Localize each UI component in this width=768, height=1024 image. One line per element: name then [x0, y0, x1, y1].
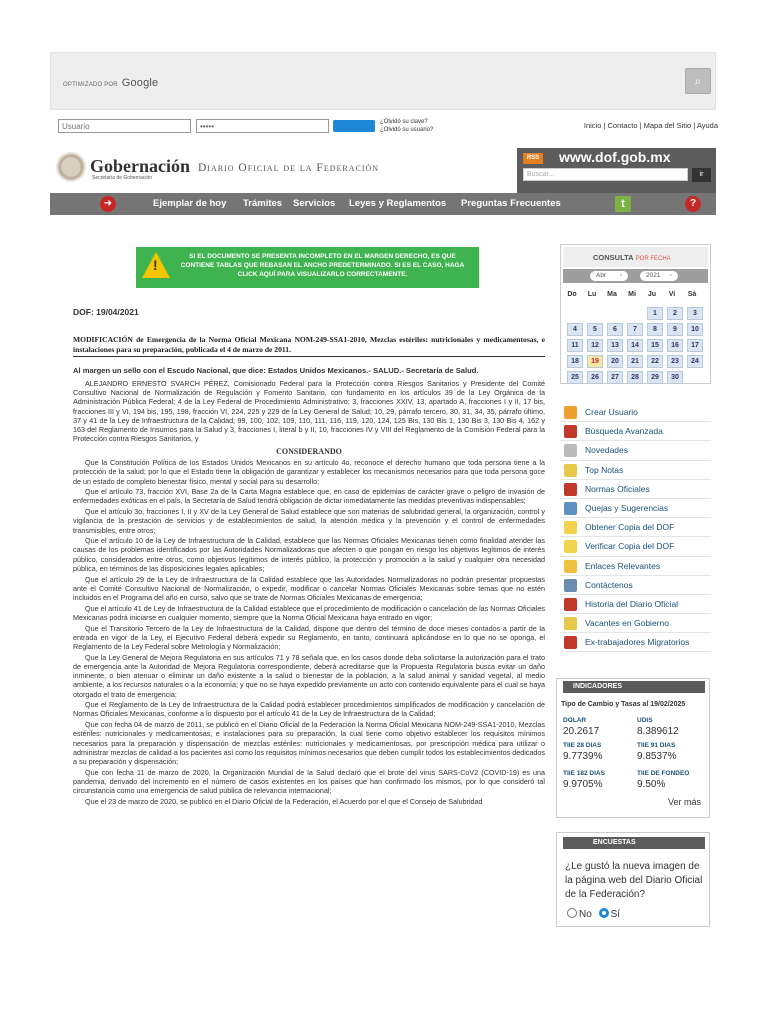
article-paragraph: Que el Reglamento de la Ley de Infraestructura de la Calidad podrá establecer procedimientos simplificados de modificación y cancelación de Normas Oficiales Mexicanas, conforme a lo dispuesto por el artículo 41 de la Ley de Infraestructura de la Calidad;	[73, 700, 545, 719]
article-paragraph: Que la Constitución Política de los Estados Unidos Mexicanos en su artículo 4o, reconoce el derecho humano que toda persona tiene a la protección de la salud; por lo que el Estado tiene la obligación de garantizar y establecer los mecanismos necesarios para que toda persona goce de un estado de completo bienestar físico, mental y social para su desarrollo;	[73, 458, 545, 486]
quick-link[interactable]	[560, 537, 711, 556]
quick-link-label: Verificar Copia del DOF	[585, 541, 675, 552]
star-icon	[564, 560, 577, 573]
nom-icon	[564, 483, 577, 496]
calendar-day[interactable]: 14	[627, 339, 643, 352]
calendar-day[interactable]: 16	[667, 339, 683, 352]
quick-link[interactable]	[560, 633, 711, 652]
radio-no[interactable]	[567, 908, 577, 918]
star-icon	[564, 464, 577, 477]
forgot-username-link[interactable]: ¿Olvidó su usuario?	[380, 127, 434, 133]
title-divider	[73, 356, 545, 357]
survey-widget	[556, 832, 710, 927]
calendar-day[interactable]: 22	[647, 355, 663, 368]
main-nav	[50, 193, 716, 215]
option-yes-label: Sí	[610, 909, 621, 920]
news-icon	[564, 444, 577, 457]
indicator-value: 9.7739%	[563, 751, 603, 762]
weekday-header: Sá	[687, 291, 697, 298]
quick-link[interactable]	[560, 480, 711, 499]
username-field[interactable]	[58, 119, 191, 133]
document-check-icon	[564, 540, 577, 553]
calendar-tab	[563, 247, 708, 267]
survey-title: ENCUESTAS	[563, 837, 705, 849]
contact-icon	[564, 579, 577, 592]
calendar-widget	[560, 244, 711, 384]
nav-preguntas[interactable]: Preguntas Frecuentes	[461, 198, 561, 209]
quick-link[interactable]	[560, 422, 711, 441]
quick-links	[560, 403, 711, 652]
calendar-day[interactable]: 3	[687, 307, 703, 320]
quick-link-label: Top Notas	[585, 464, 624, 475]
calendar-day[interactable]: 27	[607, 371, 623, 384]
article-paragraph: Que el artículo 10 de la Ley de Infraestructura de la Calidad, establece que las Normas Oficiales Mexicanas tienen como finalidad atender las causas de los problemas identificados por las Autoridades Normalizadoras que afecten o que pongan en riesgo los objetivos legítimos de interés público, considerados entre otros, como objetivos legítimos de interés público, la protección y promoción a la salud y cualquier otra necesidad pública, en términos de las disposiciones legales aplicables;	[73, 536, 545, 573]
warning-text: SI EL DOCUMENTO SE PRESENTA INCOMPLETO EN EL MARGEN DERECHO, ES QUE CONTIENE TABLAS QUE REBASAN EL ANCHO PREDETERMINADO. SI ES EL CASO, HAGA CLICK AQUÍ PARA VISUALIZARLO CORRECTAMENTE.	[180, 253, 465, 278]
login-row	[58, 118, 718, 138]
article-paragraph: Que el Transitorio Tercero de la Ley de Infraestructura de la Calidad, dispone que dentro del término de doce meses contados a partir de la entrada en vigor de la Ley, el Ejecutivo Federal deberá expedir su Reglamento, en tanto, continuará aplicándose en lo que no se oponga, el Reglamento de la Ley Federal sobre Metrología y Normalización;	[73, 623, 545, 651]
chevron-down-icon: ◦	[669, 272, 672, 279]
nav-tramites[interactable]: Trámites	[243, 198, 283, 209]
password-field[interactable]	[196, 119, 329, 133]
quick-link[interactable]	[560, 614, 711, 633]
gobernacion-title[interactable]: Gobernación	[90, 156, 191, 176]
calendar-day[interactable]: 11	[567, 339, 583, 352]
top-links[interactable]: Inicio | Contacto | Mapa del Sitio | Ayuda	[583, 121, 718, 130]
quick-link-label: Novedades	[585, 445, 629, 456]
weekday-header: Ma	[607, 291, 617, 298]
gobernacion-subtitle: Secretaría de Gobernación	[92, 175, 153, 181]
quick-link[interactable]	[560, 518, 711, 537]
calendar-day[interactable]: 24	[687, 355, 703, 368]
article-paragraph: Que la Ley General de Mejora Regulatoria en sus artículos 71 y 78 señala que, en los casos donde deba solicitarse la autorización para el trato de emergencia ante la Autoridad de Mejora Regulatoria correspondiente, deberá acreditarse que la Propuesta Regulatoria busca evitar un daño inminente, o bien atenuar o eliminar un daño existente a la salud o bienestar de la población, a la salud animal y sanidad vegetal, al medio ambiente, a los recursos naturales o a la economía; y que no se haya expedido previamente un acto con contenido equivalente para el cual se haya otorgado el trato de emergencia;	[73, 652, 545, 699]
user-icon	[564, 406, 577, 419]
weekday-header: Lu	[587, 291, 597, 298]
forgot-links	[380, 118, 433, 134]
quick-link-label: Contáctenos	[585, 579, 633, 590]
quick-link-label: Vacantes en Gobierno	[585, 618, 669, 629]
document-icon	[564, 521, 577, 534]
indicator-label: TIIE 91 DIAS	[637, 742, 676, 749]
quick-link[interactable]	[560, 461, 711, 480]
calendar-day[interactable]: 28	[627, 371, 643, 384]
rss-icon[interactable]: RSS	[523, 153, 543, 164]
quick-link-label: Ex-trabajadores Migratorios	[585, 637, 690, 648]
calendar-day[interactable]: 30	[667, 371, 683, 384]
quick-link[interactable]	[560, 403, 711, 422]
indicator-value: 20.2617	[563, 726, 600, 737]
quick-link-label: Historia del Diario Oficial	[585, 598, 679, 609]
search-button[interactable]	[685, 68, 711, 94]
intro-paragraph: ALEJANDRO ERNESTO SVARCH PÉREZ, Comisionado Federal para la Protección contra Riesgos Sanitarios y Presidente del Comité Consultivo Nacional de Normalización de Regulación y Fomento Sanitario, con fundamento en los artículos 39 de la Ley Orgánica de la Administración Pública Federal; 4 de la Ley Federal de Procedimiento Administrativo; 3, fracciones XXIV, 13, apartado A, fracciones I y II, 17 bis, fracciones III y VI, 194 bis, 195, 198, fracción VI, 224, 225 y 229 de la Ley General de Salud; 10, 29, párrafo tercero, 30, 31, 34, 35, párrafo último, 37 y 41 de la Ley de Infraestructura de la Calidad; 99, 100, 102, 109, 110, 111, 116, 119, 120, 124, 125 Bis, 130 Bis 1, 130 Bis 3, 130 Bis 4, 162 y 163 del Reglamento de Insumos para la Salud y 3, fracciones I, literal b y II, 10, fracciones IV y VIII del Reglamento de la Comisión Federal para la Protección contra Riesgos Sanitarios, y	[73, 379, 545, 444]
calendar-day[interactable]: 1	[647, 307, 663, 320]
article-paragraph: Que con fecha 11 de marzo de 2020, la Organización Mundial de la Salud declaró que el brote del virus SARS-CoV2 (COVID-19) es una pandemia, derivado del incremento en el número de casos existentes en los países que han confirmado los mismos, por lo que consideró tal circunstancia como una emergencia de salud pública de relevancia internacional;	[73, 767, 545, 796]
help-icon[interactable]: ?	[685, 196, 701, 212]
calendar-day[interactable]: 2	[667, 307, 683, 320]
calendar-day[interactable]: 13	[607, 339, 623, 352]
article-paragraph: Que el 23 de marzo de 2020, se publicó en el Diario Oficial de la Federación, el Acuerdo por el que el Consejo de Salubridad	[85, 796, 483, 806]
quick-link-label: Normas Oficiales	[585, 483, 650, 494]
back-arrow-icon[interactable]: ➜	[100, 196, 116, 212]
chevron-down-icon: ◦	[619, 272, 622, 279]
article-paragraph: Que el artículo 41 de Ley de Infraestructura de la Calidad establece que el procedimiento de modificación o cancelación de las Normas Oficiales Mexicanas podrá iniciarse en cualquier momento, siempre que la Norma Oficial Mexicana haya entrado en vigor;	[73, 603, 545, 622]
calendar-day[interactable]: 18	[567, 355, 583, 368]
nav-leyes[interactable]: Leyes y Reglamentos	[349, 198, 447, 209]
indicator-value: 9.50%	[637, 779, 666, 790]
mailbox-icon	[564, 502, 577, 515]
weekday-header: Vi	[668, 291, 676, 298]
quick-link-label: Obtener Copia del DOF	[585, 522, 675, 533]
nav-servicios[interactable]: Servicios	[293, 198, 336, 209]
google-brand: Google	[121, 77, 159, 89]
search-icon	[564, 425, 577, 438]
search-icon: ⌕	[694, 74, 702, 88]
quick-link-label: Búsqueda Avanzada	[585, 426, 663, 437]
weekday-header: Mi	[628, 291, 636, 298]
calendar-day[interactable]: 29	[647, 371, 663, 384]
year-value: 2021	[646, 272, 661, 279]
incomplete-document-warning[interactable]	[136, 247, 479, 288]
article-title-text: MODIFICACIÓN de Emergencia de la Norma Oficial Mexicana NOM-249-SSA1-2010, Mezclas estériles: nutricionales y medicamentosas, e instalaciones para su preparación, publicada el 4 de marzo de 2011.	[73, 335, 545, 354]
forgot-password-link[interactable]: ¿Olvidó su clave?	[380, 119, 428, 125]
weekday-header: Ju	[647, 291, 657, 298]
site-search-input[interactable]: Buscar...	[523, 168, 688, 181]
calendar-title	[593, 253, 671, 262]
indicator-label: DOLAR	[563, 717, 587, 724]
calendar-day[interactable]: 19	[587, 355, 603, 368]
etm-icon	[564, 636, 577, 649]
weekday-header: Do	[567, 291, 577, 298]
considerando-heading: CONSIDERANDO	[276, 447, 342, 457]
article-paragraph: Que el artículo 73, fracción XVI, Base 2a de la Carta Magna establece que, en caso de epidemias de carácter grave o peligro de invasión de enfermedades exóticas en el país, la Secretaría de Salud tendrá obligación de dictar inmediatamente las medidas preventivas indispensables;	[73, 487, 545, 506]
article-body	[73, 379, 545, 807]
powered-by	[63, 77, 158, 89]
consulta-label: CONSULTA	[593, 253, 634, 262]
survey-question: ¿Le gustó la nueva imagen de la página web del Diario Oficial de la Federación?	[565, 861, 703, 900]
radio-yes[interactable]	[599, 908, 609, 918]
calendar-day[interactable]: 25	[567, 371, 583, 384]
quick-link-label: Quejas y Sugerencias	[585, 502, 669, 513]
calendar-day[interactable]: 20	[607, 355, 623, 368]
national-seal-icon	[56, 152, 86, 182]
article-paragraph: Que el artículo 29 de la Ley de Infraestructura de la Calidad establece que las Autoridades Normalizadoras no podrán presentar propuestas ante el Comité Consultivo Nacional de Normalización, o expedir, modificar o cancelar Normas Oficiales Mexicanas sobre temas que no estén incluidos en el Programa del año en curso, salvo que se trate de Normas Oficiales Mexicanas de emergencia;	[73, 574, 545, 602]
article-paragraph: Que el artículo 3o, fracciones I, II y XV de la Ley General de Salud establece que son materias de salubridad general, la organización, control y vigilancia de la prestación de servicios y de establecimientos de salud, la atención médica y la prevención y el control de enfermedades transmisibles, entre otros;	[73, 507, 545, 535]
indicator-label: TIIE 182 DIAS	[563, 770, 605, 777]
quick-link[interactable]	[560, 576, 711, 595]
quick-link[interactable]	[560, 499, 711, 518]
indicator-value: 9.8537%	[637, 751, 677, 762]
indicator-label: TIIE DE FONDEO	[637, 770, 690, 777]
article-paragraph: Que con fecha 04 de marzo de 2011, se publicó en el Diario Oficial de la Federación la Norma Oficial Mexicana NOM-249-SSA1-2010, Mezclas estériles: nutricionales y medicamentosas, e instalaciones para su preparación, la cual tiene como objetivo establecer los requisitos mínimos necesarios para la preparación y dispensación de mezclas estériles: nutricionales y medicamentosas, por prescripción médica para utilizar o administrar mezclas de calidad a los pacientes así como los requisitos mínimos necesarios que deben cumplir todos los establecimientos dedicados a su preparación y dispensación;	[73, 720, 545, 766]
powered-prefix: OPTIMIZADO POR	[63, 82, 118, 88]
calendar-day[interactable]: 12	[587, 339, 603, 352]
indicator-value: 8.389612	[637, 726, 679, 737]
year-select[interactable]	[640, 271, 678, 281]
calendar-day[interactable]: 17	[687, 339, 703, 352]
calendar-day[interactable]: 9	[667, 323, 683, 336]
calendar-day[interactable]: 4	[567, 323, 583, 336]
dof-date: DOF: 19/04/2021	[73, 307, 139, 317]
indicators-widget	[556, 678, 710, 818]
dof-title[interactable]: Diario Oficial de la Federación	[198, 162, 380, 174]
site-url: www.dof.gob.mx	[559, 149, 671, 165]
indicator-label: UDIS	[637, 717, 653, 724]
quick-link[interactable]	[560, 441, 711, 460]
login-button[interactable]	[333, 120, 375, 132]
quick-link-label: Enlaces Relevantes	[585, 560, 661, 571]
indicator-value: 9.9705%	[563, 779, 603, 790]
quick-link[interactable]	[560, 595, 711, 614]
calendar-day[interactable]: 5	[587, 323, 603, 336]
calendar-day[interactable]: 15	[647, 339, 663, 352]
see-more-link[interactable]: Ver más	[667, 797, 701, 807]
calendar-day[interactable]: 6	[607, 323, 623, 336]
indicators-title: INDICADORES	[563, 681, 705, 693]
seal-line: Al margen un sello con el Escudo Nacional, que dice: Estados Unidos Mexicanos.- SALUD.- Secretaría de Salud.	[73, 366, 479, 375]
quick-link-label: Crear Usuario	[585, 407, 638, 417]
calendar-selectors	[563, 269, 708, 283]
header-site-panel	[517, 148, 716, 193]
month-select[interactable]	[590, 271, 628, 281]
por-fecha-label: POR FECHA	[635, 256, 671, 262]
warning-exclamation: !	[153, 257, 158, 273]
nav-ejemplar-hoy[interactable]: Ejemplar de hoy	[153, 198, 227, 209]
paragraph-list	[73, 458, 545, 806]
calendar-day[interactable]: 26	[587, 371, 603, 384]
calendar-day[interactable]: 23	[667, 355, 683, 368]
calendar-day[interactable]: 10	[687, 323, 703, 336]
indicator-label: TIIE 28 DIAS	[563, 742, 602, 749]
google-search-bar	[50, 52, 716, 110]
calendar-day[interactable]: 7	[627, 323, 643, 336]
month-value: Abr	[596, 272, 607, 279]
option-no-label: No	[579, 909, 592, 920]
vacancy-icon	[564, 617, 577, 630]
calendar-day[interactable]: 8	[647, 323, 663, 336]
survey-options	[567, 908, 620, 920]
article-title	[73, 335, 545, 357]
indicators-subtitle: Tipo de Cambio y Tasas al 19/02/2025	[561, 701, 686, 708]
history-icon	[564, 598, 577, 611]
quick-link[interactable]	[560, 557, 711, 576]
twitter-icon[interactable]: t	[615, 196, 631, 212]
site-search-go-button[interactable]: ir	[692, 168, 711, 182]
calendar-day[interactable]: 21	[627, 355, 643, 368]
